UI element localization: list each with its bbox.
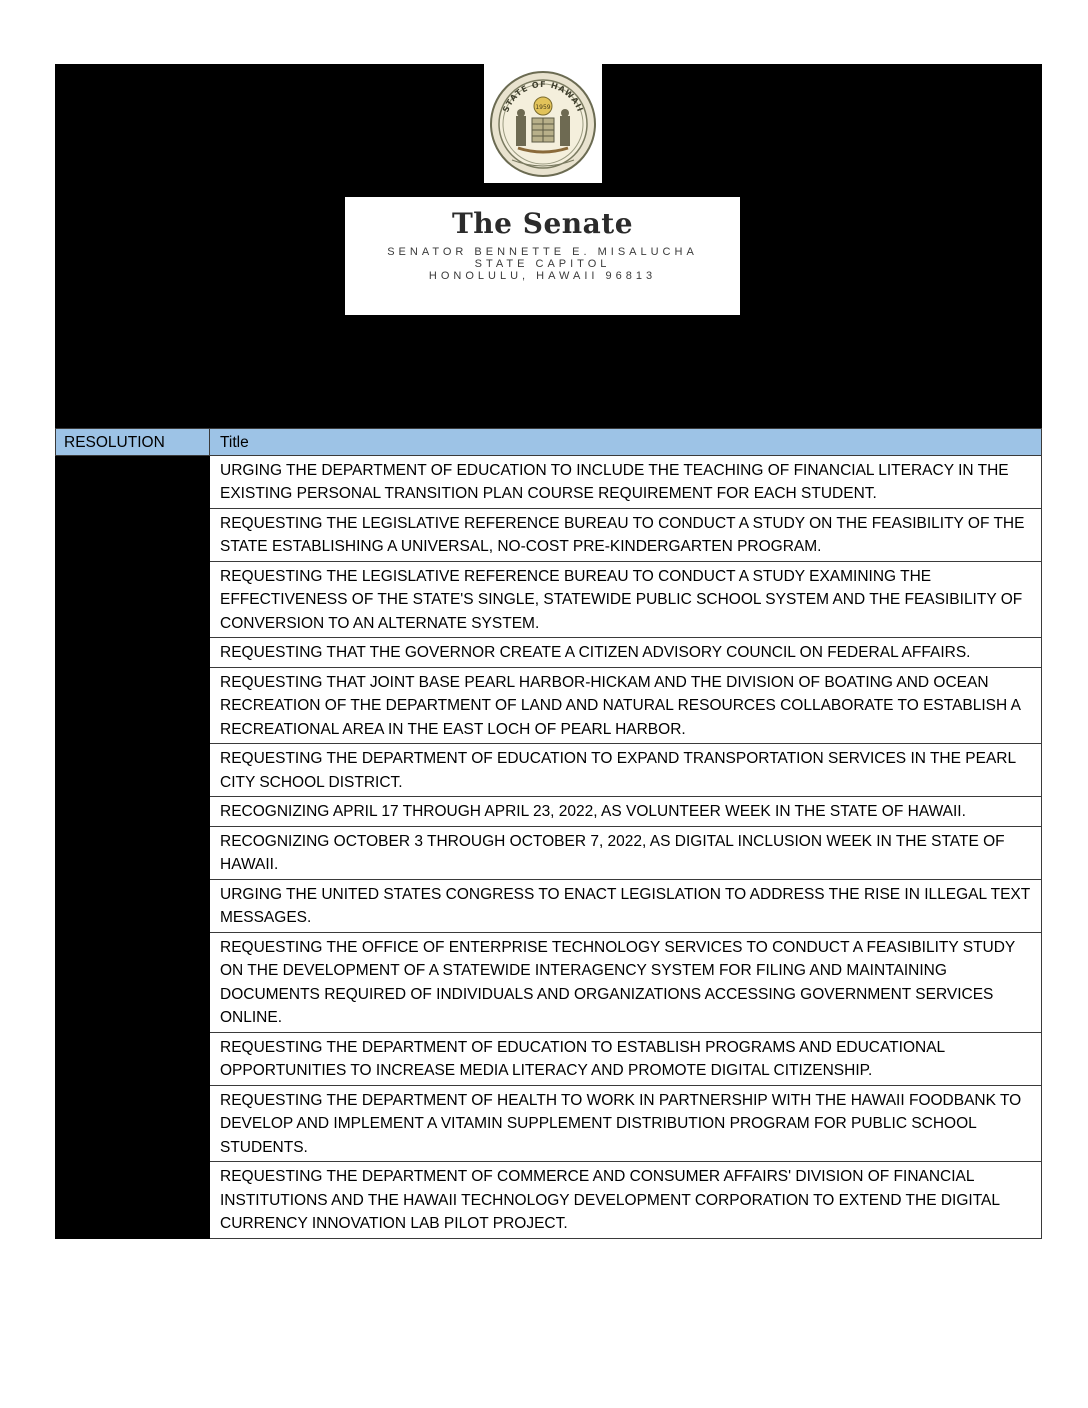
title-cell: REQUESTING THE DEPARTMENT OF HEALTH TO WORK IN PARTNERSHIP WITH THE HAWAII FOODBANK TO DEVELOP AND IMPLEMENT A VITAMIN SUPPLEMENT DISTRIBUTION PROGRAM FOR PUBLIC SCHOOL STUDENTS. <box>210 1085 1042 1162</box>
column-header-resolution: RESOLUTION <box>56 429 210 456</box>
letterhead-title: The Senate <box>451 207 634 240</box>
seal-ring-text: STATE OF HAWAII <box>501 79 585 114</box>
resolution-cell <box>56 744 210 797</box>
table-row <box>56 826 1042 879</box>
resolutions-table <box>55 428 1042 1239</box>
table-row <box>56 1162 1042 1239</box>
resolution-cell <box>56 638 210 668</box>
state-seal <box>484 64 602 183</box>
title-cell: RECOGNIZING OCTOBER 3 THROUGH OCTOBER 7, 2022, AS DIGITAL INCLUSION WEEK IN THE STATE OF HAWAII. <box>210 826 1042 879</box>
table-row <box>56 797 1042 827</box>
title-cell: REQUESTING THE LEGISLATIVE REFERENCE BUREAU TO CONDUCT A STUDY ON THE FEASIBILITY OF THE STATE ESTABLISHING A UNIVERSAL, NO-COST PRE-KINDERGARTEN PROGRAM. <box>210 508 1042 561</box>
table-header-row <box>56 429 1042 456</box>
table-row <box>56 508 1042 561</box>
title-cell: REQUESTING THE OFFICE OF ENTERPRISE TECHNOLOGY SERVICES TO CONDUCT A FEASIBILITY STUDY ON THE DEVELOPMENT OF A STATEWIDE INTERAGENCY SYSTEM FOR FILING AND MAINTAINING DOCUMENTS REQUIRED OF INDIVIDUALS AND ORGANIZATIONS ACCESSING GOVERNMENT SERVICES ONLINE. <box>210 932 1042 1032</box>
table-row <box>56 1085 1042 1162</box>
senate-letterhead <box>345 197 740 315</box>
table-row <box>56 638 1042 668</box>
letterhead-address: HONOLULU, HAWAII 96813 <box>428 270 657 282</box>
title-cell: URGING THE DEPARTMENT OF EDUCATION TO INCLUDE THE TEACHING OF FINANCIAL LITERACY IN THE EXISTING PERSONAL TRANSITION PLAN COURSE REQUIREMENT FOR EACH STUDENT. <box>210 455 1042 508</box>
table-row <box>56 561 1042 638</box>
title-cell: REQUESTING THAT THE GOVERNOR CREATE A CITIZEN ADVISORY COUNCIL ON FEDERAL AFFAIRS. <box>210 638 1042 668</box>
resolution-cell <box>56 826 210 879</box>
letterhead-capitol: STATE CAPITOL <box>474 258 611 270</box>
title-cell: RECOGNIZING APRIL 17 THROUGH APRIL 23, 2022, AS VOLUNTEER WEEK IN THE STATE OF HAWAII. <box>210 797 1042 827</box>
resolution-cell <box>56 879 210 932</box>
column-header-title: Title <box>210 429 1042 456</box>
letterhead-senator: SENATOR BENNETTE E. MISALUCHA <box>387 246 698 258</box>
table-row <box>56 932 1042 1032</box>
resolution-cell <box>56 932 210 1032</box>
resolution-cell <box>56 1032 210 1085</box>
resolution-cell <box>56 1162 210 1239</box>
title-cell: REQUESTING THAT JOINT BASE PEARL HARBOR-HICKAM AND THE DIVISION OF BOATING AND OCEAN RECREATION OF THE DEPARTMENT OF LAND AND NATURAL RESOURCES COLLABORATE TO ESTABLISH A RECREATIONAL AREA IN THE EAST LOCH OF PEARL HARBOR. <box>210 667 1042 744</box>
header-block <box>55 64 1042 428</box>
resolution-cell <box>56 508 210 561</box>
title-cell: REQUESTING THE DEPARTMENT OF EDUCATION TO ESTABLISH PROGRAMS AND EDUCATIONAL OPPORTUNITIES TO INCREASE MEDIA LITERACY AND PROMOTE DIGITAL CITIZENSHIP. <box>210 1032 1042 1085</box>
table-row <box>56 879 1042 932</box>
title-cell: URGING THE UNITED STATES CONGRESS TO ENACT LEGISLATION TO ADDRESS THE RISE IN ILLEGAL TEXT MESSAGES. <box>210 879 1042 932</box>
resolution-cell <box>56 797 210 827</box>
table-row <box>56 1032 1042 1085</box>
title-cell: REQUESTING THE LEGISLATIVE REFERENCE BUREAU TO CONDUCT A STUDY EXAMINING THE EFFECTIVENESS OF THE STATE'S SINGLE, STATEWIDE PUBLIC SCHOOL SYSTEM AND THE FEASIBILITY OF CONVERSION TO AN ALTERNATE SYSTEM. <box>210 561 1042 638</box>
resolution-cell <box>56 667 210 744</box>
table-row <box>56 455 1042 508</box>
resolution-cell <box>56 1085 210 1162</box>
resolution-cell <box>56 455 210 508</box>
title-cell: REQUESTING THE DEPARTMENT OF COMMERCE AND CONSUMER AFFAIRS' DIVISION OF FINANCIAL INSTITUTIONS AND THE HAWAII TECHNOLOGY DEVELOPMENT CORPORATION TO EXTEND THE DIGITAL CURRENCY INNOVATION LAB PILOT PROJECT. <box>210 1162 1042 1239</box>
seal-year: 1959 <box>535 104 551 111</box>
title-cell: REQUESTING THE DEPARTMENT OF EDUCATION TO EXPAND TRANSPORTATION SERVICES IN THE PEARL CITY SCHOOL DISTRICT. <box>210 744 1042 797</box>
table-row <box>56 667 1042 744</box>
state-seal-icon <box>484 64 602 183</box>
resolution-cell <box>56 561 210 638</box>
table-row <box>56 744 1042 797</box>
